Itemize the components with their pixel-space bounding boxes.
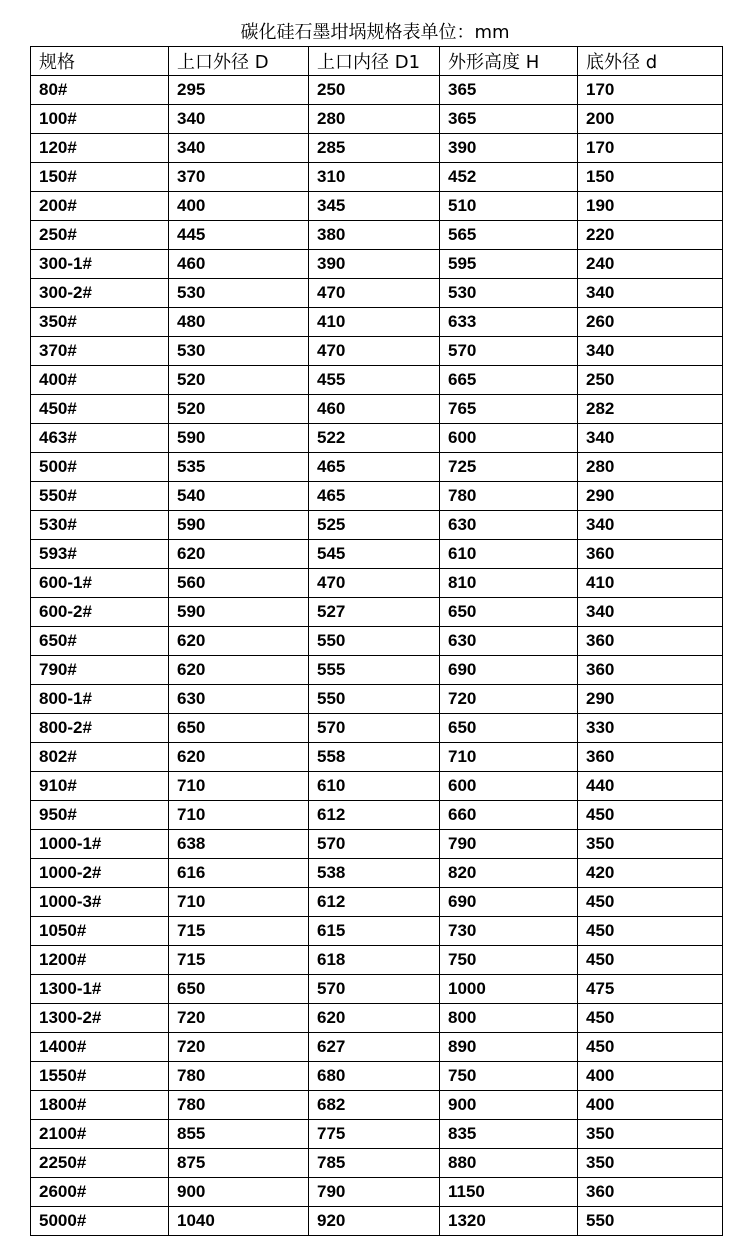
cell-top-outer-diameter: 590 (169, 511, 309, 540)
cell-bottom-outer-diameter: 450 (578, 917, 723, 946)
cell-top-inner-diameter: 680 (309, 1062, 440, 1091)
table-row (31, 395, 723, 424)
cell-top-inner-diameter: 310 (309, 163, 440, 192)
cell-height: 750 (440, 946, 578, 975)
cell-top-outer-diameter: 710 (169, 801, 309, 830)
cell-height: 690 (440, 656, 578, 685)
table-row (31, 1091, 723, 1120)
table-row (31, 76, 723, 105)
cell-spec: 600-2# (31, 598, 169, 627)
table-row (31, 453, 723, 482)
cell-bottom-outer-diameter: 330 (578, 714, 723, 743)
cell-bottom-outer-diameter: 340 (578, 424, 723, 453)
cell-height: 725 (440, 453, 578, 482)
cell-spec: 1000-1# (31, 830, 169, 859)
cell-height: 820 (440, 859, 578, 888)
table-row (31, 1207, 723, 1236)
cell-top-outer-diameter: 370 (169, 163, 309, 192)
cell-top-inner-diameter: 620 (309, 1004, 440, 1033)
cell-bottom-outer-diameter: 440 (578, 772, 723, 801)
cell-height: 690 (440, 888, 578, 917)
table-row (31, 279, 723, 308)
cell-bottom-outer-diameter: 170 (578, 134, 723, 163)
cell-spec: 5000# (31, 1207, 169, 1236)
cell-top-inner-diameter: 285 (309, 134, 440, 163)
table-row (31, 250, 723, 279)
cell-spec: 1000-3# (31, 888, 169, 917)
cell-spec: 150# (31, 163, 169, 192)
cell-spec: 1300-1# (31, 975, 169, 1004)
cell-bottom-outer-diameter: 220 (578, 221, 723, 250)
cell-top-outer-diameter: 720 (169, 1004, 309, 1033)
cell-height: 1320 (440, 1207, 578, 1236)
table-row (31, 1033, 723, 1062)
cell-bottom-outer-diameter: 450 (578, 1033, 723, 1062)
cell-bottom-outer-diameter: 550 (578, 1207, 723, 1236)
cell-spec: 80# (31, 76, 169, 105)
cell-top-outer-diameter: 295 (169, 76, 309, 105)
table-row (31, 192, 723, 221)
cell-spec: 350# (31, 308, 169, 337)
cell-height: 390 (440, 134, 578, 163)
cell-top-inner-diameter: 612 (309, 801, 440, 830)
cell-top-inner-diameter: 250 (309, 76, 440, 105)
cell-top-outer-diameter: 535 (169, 453, 309, 482)
cell-top-outer-diameter: 630 (169, 685, 309, 714)
cell-top-inner-diameter: 545 (309, 540, 440, 569)
cell-top-outer-diameter: 520 (169, 366, 309, 395)
cell-top-outer-diameter: 616 (169, 859, 309, 888)
cell-spec: 2250# (31, 1149, 169, 1178)
cell-top-outer-diameter: 638 (169, 830, 309, 859)
cell-top-outer-diameter: 445 (169, 221, 309, 250)
cell-spec: 550# (31, 482, 169, 511)
table-row (31, 308, 723, 337)
cell-top-outer-diameter: 710 (169, 772, 309, 801)
cell-top-inner-diameter: 465 (309, 453, 440, 482)
cell-height: 610 (440, 540, 578, 569)
cell-spec: 400# (31, 366, 169, 395)
cell-height: 780 (440, 482, 578, 511)
cell-bottom-outer-diameter: 350 (578, 1149, 723, 1178)
cell-top-outer-diameter: 560 (169, 569, 309, 598)
cell-spec: 800-2# (31, 714, 169, 743)
cell-spec: 650# (31, 627, 169, 656)
cell-height: 1150 (440, 1178, 578, 1207)
cell-height: 633 (440, 308, 578, 337)
cell-bottom-outer-diameter: 360 (578, 627, 723, 656)
cell-spec: 1550# (31, 1062, 169, 1091)
cell-spec: 950# (31, 801, 169, 830)
table-row (31, 1004, 723, 1033)
cell-top-inner-diameter: 470 (309, 569, 440, 598)
cell-spec: 600-1# (31, 569, 169, 598)
cell-top-inner-diameter: 558 (309, 743, 440, 772)
cell-spec: 100# (31, 105, 169, 134)
table-body (31, 76, 723, 1236)
cell-spec: 300-2# (31, 279, 169, 308)
cell-spec: 370# (31, 337, 169, 366)
cell-top-inner-diameter: 390 (309, 250, 440, 279)
cell-height: 600 (440, 772, 578, 801)
cell-height: 565 (440, 221, 578, 250)
cell-top-outer-diameter: 650 (169, 975, 309, 1004)
cell-height: 800 (440, 1004, 578, 1033)
cell-bottom-outer-diameter: 350 (578, 830, 723, 859)
cell-height: 730 (440, 917, 578, 946)
table-row (31, 569, 723, 598)
cell-spec: 593# (31, 540, 169, 569)
cell-height: 530 (440, 279, 578, 308)
page-title: 碳化硅石墨坩埚规格表单位：mm (240, 22, 510, 43)
cell-height: 365 (440, 76, 578, 105)
table-row (31, 540, 723, 569)
table-row (31, 714, 723, 743)
cell-top-inner-diameter: 615 (309, 917, 440, 946)
cell-top-inner-diameter: 470 (309, 337, 440, 366)
table-row (31, 598, 723, 627)
cell-bottom-outer-diameter: 400 (578, 1062, 723, 1091)
cell-height: 630 (440, 627, 578, 656)
cell-bottom-outer-diameter: 150 (578, 163, 723, 192)
cell-top-inner-diameter: 522 (309, 424, 440, 453)
cell-top-outer-diameter: 400 (169, 192, 309, 221)
cell-spec: 530# (31, 511, 169, 540)
cell-spec: 1800# (31, 1091, 169, 1120)
table-row (31, 888, 723, 917)
cell-spec: 200# (31, 192, 169, 221)
cell-spec: 1000-2# (31, 859, 169, 888)
cell-bottom-outer-diameter: 450 (578, 1004, 723, 1033)
cell-top-inner-diameter: 570 (309, 975, 440, 1004)
cell-height: 1000 (440, 975, 578, 1004)
cell-spec: 500# (31, 453, 169, 482)
cell-top-inner-diameter: 570 (309, 714, 440, 743)
cell-height: 570 (440, 337, 578, 366)
cell-top-inner-diameter: 465 (309, 482, 440, 511)
cell-spec: 802# (31, 743, 169, 772)
cell-height: 595 (440, 250, 578, 279)
cell-bottom-outer-diameter: 420 (578, 859, 723, 888)
cell-top-outer-diameter: 875 (169, 1149, 309, 1178)
cell-top-inner-diameter: 538 (309, 859, 440, 888)
cell-spec: 2600# (31, 1178, 169, 1207)
cell-height: 765 (440, 395, 578, 424)
table-row (31, 134, 723, 163)
cell-spec: 800-1# (31, 685, 169, 714)
cell-height: 750 (440, 1062, 578, 1091)
cell-height: 660 (440, 801, 578, 830)
cell-bottom-outer-diameter: 290 (578, 685, 723, 714)
cell-spec: 250# (31, 221, 169, 250)
cell-top-outer-diameter: 520 (169, 395, 309, 424)
table-row (31, 337, 723, 366)
table-row (31, 482, 723, 511)
table-row (31, 1120, 723, 1149)
cell-height: 835 (440, 1120, 578, 1149)
table-row (31, 1149, 723, 1178)
cell-top-inner-diameter: 790 (309, 1178, 440, 1207)
cell-top-inner-diameter: 775 (309, 1120, 440, 1149)
cell-top-inner-diameter: 455 (309, 366, 440, 395)
cell-top-outer-diameter: 340 (169, 105, 309, 134)
table-row (31, 511, 723, 540)
cell-height: 510 (440, 192, 578, 221)
cell-bottom-outer-diameter: 260 (578, 308, 723, 337)
table-row (31, 221, 723, 250)
cell-spec: 463# (31, 424, 169, 453)
table-row (31, 163, 723, 192)
cell-bottom-outer-diameter: 450 (578, 801, 723, 830)
cell-top-inner-diameter: 785 (309, 1149, 440, 1178)
cell-top-outer-diameter: 620 (169, 540, 309, 569)
cell-top-inner-diameter: 682 (309, 1091, 440, 1120)
cell-top-inner-diameter: 460 (309, 395, 440, 424)
cell-height: 665 (440, 366, 578, 395)
cell-top-inner-diameter: 380 (309, 221, 440, 250)
cell-bottom-outer-diameter: 360 (578, 1178, 723, 1207)
cell-top-outer-diameter: 540 (169, 482, 309, 511)
cell-bottom-outer-diameter: 350 (578, 1120, 723, 1149)
table-row (31, 627, 723, 656)
table-row (31, 105, 723, 134)
cell-height: 710 (440, 743, 578, 772)
cell-top-outer-diameter: 340 (169, 134, 309, 163)
cell-top-outer-diameter: 530 (169, 337, 309, 366)
cell-height: 650 (440, 714, 578, 743)
cell-bottom-outer-diameter: 360 (578, 540, 723, 569)
cell-height: 890 (440, 1033, 578, 1062)
cell-top-outer-diameter: 720 (169, 1033, 309, 1062)
cell-bottom-outer-diameter: 280 (578, 453, 723, 482)
cell-top-inner-diameter: 527 (309, 598, 440, 627)
cell-top-outer-diameter: 900 (169, 1178, 309, 1207)
cell-height: 880 (440, 1149, 578, 1178)
cell-bottom-outer-diameter: 282 (578, 395, 723, 424)
cell-bottom-outer-diameter: 410 (578, 569, 723, 598)
cell-spec: 120# (31, 134, 169, 163)
table-row (31, 830, 723, 859)
cell-bottom-outer-diameter: 360 (578, 743, 723, 772)
cell-top-outer-diameter: 620 (169, 627, 309, 656)
cell-top-inner-diameter: 610 (309, 772, 440, 801)
cell-bottom-outer-diameter: 340 (578, 598, 723, 627)
cell-bottom-outer-diameter: 190 (578, 192, 723, 221)
table-header (31, 47, 723, 76)
cell-top-outer-diameter: 715 (169, 946, 309, 975)
cell-bottom-outer-diameter: 475 (578, 975, 723, 1004)
cell-top-inner-diameter: 555 (309, 656, 440, 685)
cell-top-outer-diameter: 590 (169, 424, 309, 453)
header-row (31, 47, 723, 76)
cell-height: 650 (440, 598, 578, 627)
cell-top-outer-diameter: 530 (169, 279, 309, 308)
table-row (31, 685, 723, 714)
cell-top-outer-diameter: 1040 (169, 1207, 309, 1236)
cell-top-outer-diameter: 855 (169, 1120, 309, 1149)
cell-top-inner-diameter: 920 (309, 1207, 440, 1236)
cell-top-inner-diameter: 550 (309, 685, 440, 714)
table-row (31, 1178, 723, 1207)
header-height: 外形高度 H (440, 47, 578, 76)
table-row (31, 801, 723, 830)
cell-top-outer-diameter: 620 (169, 743, 309, 772)
cell-bottom-outer-diameter: 200 (578, 105, 723, 134)
cell-bottom-outer-diameter: 450 (578, 888, 723, 917)
cell-spec: 1050# (31, 917, 169, 946)
cell-top-outer-diameter: 780 (169, 1062, 309, 1091)
cell-spec: 1300-2# (31, 1004, 169, 1033)
cell-bottom-outer-diameter: 250 (578, 366, 723, 395)
cell-top-inner-diameter: 570 (309, 830, 440, 859)
cell-spec: 450# (31, 395, 169, 424)
cell-spec: 300-1# (31, 250, 169, 279)
cell-height: 720 (440, 685, 578, 714)
cell-top-inner-diameter: 280 (309, 105, 440, 134)
cell-height: 452 (440, 163, 578, 192)
table-row (31, 917, 723, 946)
cell-top-inner-diameter: 627 (309, 1033, 440, 1062)
header-bottom-outer-diameter: 底外径 d (578, 47, 723, 76)
cell-bottom-outer-diameter: 240 (578, 250, 723, 279)
cell-top-outer-diameter: 620 (169, 656, 309, 685)
cell-top-outer-diameter: 715 (169, 917, 309, 946)
cell-top-outer-diameter: 590 (169, 598, 309, 627)
table-row (31, 656, 723, 685)
cell-top-inner-diameter: 410 (309, 308, 440, 337)
cell-top-outer-diameter: 710 (169, 888, 309, 917)
cell-height: 600 (440, 424, 578, 453)
cell-bottom-outer-diameter: 450 (578, 946, 723, 975)
cell-height: 790 (440, 830, 578, 859)
cell-bottom-outer-diameter: 340 (578, 279, 723, 308)
cell-top-inner-diameter: 550 (309, 627, 440, 656)
cell-top-inner-diameter: 525 (309, 511, 440, 540)
cell-height: 900 (440, 1091, 578, 1120)
cell-spec: 2100# (31, 1120, 169, 1149)
table-row (31, 946, 723, 975)
table-row (31, 859, 723, 888)
table-row (31, 743, 723, 772)
table-row (31, 772, 723, 801)
table-row (31, 975, 723, 1004)
cell-top-outer-diameter: 780 (169, 1091, 309, 1120)
cell-top-inner-diameter: 470 (309, 279, 440, 308)
cell-bottom-outer-diameter: 340 (578, 337, 723, 366)
table-row (31, 424, 723, 453)
cell-height: 630 (440, 511, 578, 540)
header-top-inner-diameter: 上口内径 D1 (309, 47, 440, 76)
cell-top-inner-diameter: 612 (309, 888, 440, 917)
cell-top-inner-diameter: 345 (309, 192, 440, 221)
cell-top-outer-diameter: 460 (169, 250, 309, 279)
cell-height: 365 (440, 105, 578, 134)
cell-spec: 1200# (31, 946, 169, 975)
header-top-outer-diameter: 上口外径 D (169, 47, 309, 76)
table-row (31, 1062, 723, 1091)
table-row (31, 366, 723, 395)
cell-top-outer-diameter: 480 (169, 308, 309, 337)
cell-bottom-outer-diameter: 340 (578, 511, 723, 540)
cell-bottom-outer-diameter: 170 (578, 76, 723, 105)
cell-bottom-outer-diameter: 290 (578, 482, 723, 511)
cell-top-outer-diameter: 650 (169, 714, 309, 743)
cell-spec: 910# (31, 772, 169, 801)
cell-spec: 790# (31, 656, 169, 685)
cell-height: 810 (440, 569, 578, 598)
crucible-spec-table (30, 46, 723, 1236)
cell-spec: 1400# (31, 1033, 169, 1062)
cell-bottom-outer-diameter: 400 (578, 1091, 723, 1120)
cell-bottom-outer-diameter: 360 (578, 656, 723, 685)
cell-top-inner-diameter: 618 (309, 946, 440, 975)
header-spec: 规格 (31, 47, 169, 76)
